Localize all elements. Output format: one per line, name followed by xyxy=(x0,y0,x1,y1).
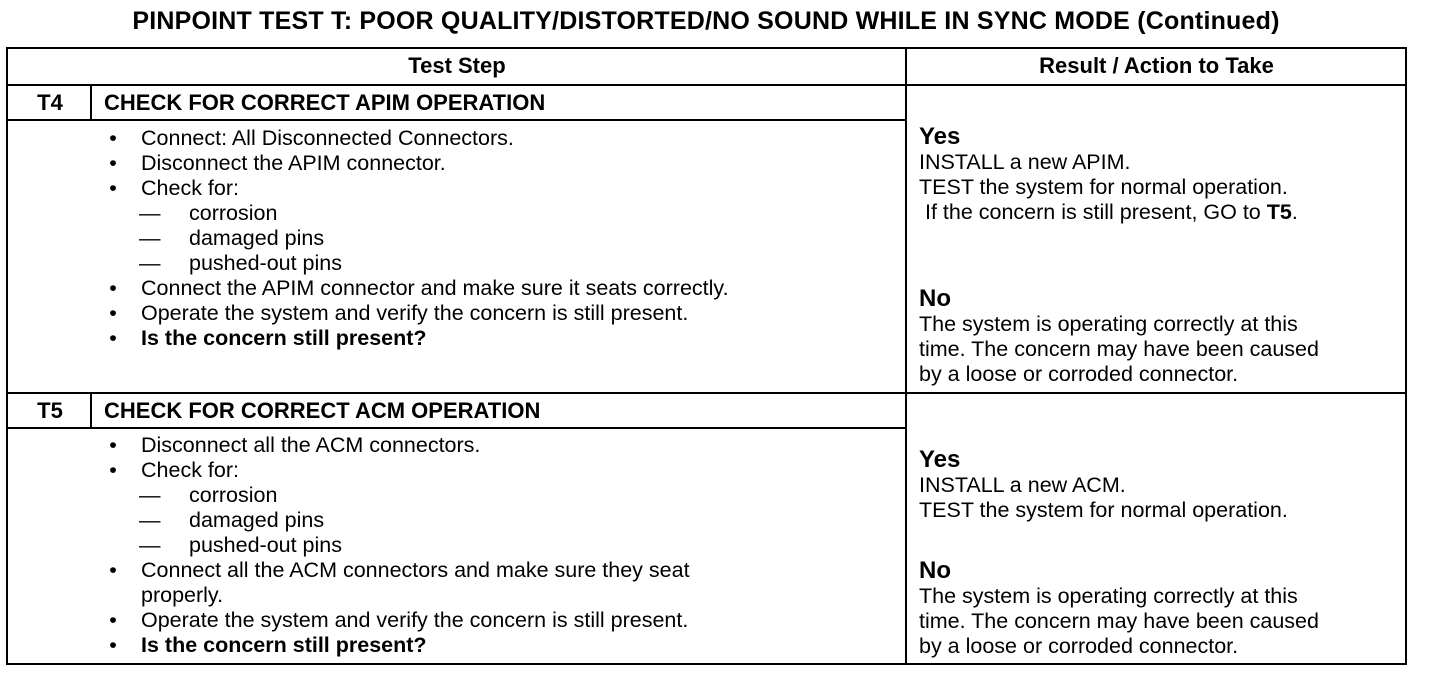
result-line: INSTALL a new ACM. xyxy=(919,473,1126,497)
result-line: by a loose or corroded connector. xyxy=(919,634,1239,658)
step-title-rule xyxy=(8,427,906,429)
result-yes xyxy=(919,446,1399,523)
list-item xyxy=(103,583,903,608)
column-header-test-step: Test Step xyxy=(408,53,506,78)
sub-list-item xyxy=(103,483,903,508)
list-item xyxy=(103,633,903,658)
yes-label: Yes xyxy=(919,446,961,473)
goto-text: If the concern is still present, GO to xyxy=(919,200,1267,224)
step-id: T5 xyxy=(37,398,63,423)
sub-item-text: corrosion xyxy=(189,201,278,225)
sub-list-item xyxy=(103,226,903,251)
step-instructions xyxy=(103,126,903,351)
list-item xyxy=(103,126,903,151)
list-item xyxy=(103,558,903,583)
step-instructions xyxy=(103,433,903,658)
question-text: Is the concern still present? xyxy=(141,326,427,350)
dash-marker: — xyxy=(139,226,161,250)
item-text: Check for: xyxy=(141,176,239,200)
list-item xyxy=(103,326,903,351)
bullet-marker: • xyxy=(109,151,117,175)
result-line: The system is operating correctly at this xyxy=(919,584,1298,608)
result-line: INSTALL a new APIM. xyxy=(919,150,1131,174)
item-text: Connect all the ACM connectors and make sure they seat xyxy=(141,558,690,582)
dash-marker: — xyxy=(139,533,161,557)
result-line: time. The concern may have been caused xyxy=(919,609,1319,633)
item-text: Disconnect the APIM connector. xyxy=(141,151,446,175)
sub-item-text: damaged pins xyxy=(189,226,325,250)
result-goto xyxy=(919,200,1399,225)
sub-list-item xyxy=(103,201,903,226)
sub-list-item xyxy=(103,251,903,276)
list-item xyxy=(103,276,903,301)
item-text: Operate the system and verify the concern is still present. xyxy=(141,301,689,325)
step-id-divider xyxy=(90,393,92,429)
sub-list-item xyxy=(103,533,903,558)
item-text: Operate the system and verify the concern is still present. xyxy=(141,608,689,632)
dash-marker: — xyxy=(139,201,161,225)
bullet-marker: • xyxy=(109,608,117,632)
result-line: time. The concern may have been caused xyxy=(919,337,1319,361)
sub-item-text: corrosion xyxy=(189,483,278,507)
sub-item-text: pushed-out pins xyxy=(189,251,342,275)
goto-suffix: . xyxy=(1291,200,1298,224)
column-divider xyxy=(905,49,907,663)
bullet-marker: • xyxy=(109,276,117,300)
sub-item-text: pushed-out pins xyxy=(189,533,342,557)
item-text: Check for: xyxy=(141,458,239,482)
item-text: Connect: All Disconnected Connectors. xyxy=(141,126,514,150)
result-line: TEST the system for normal operation. xyxy=(919,175,1288,199)
list-item xyxy=(103,458,903,483)
goto-target-link[interactable]: T5 xyxy=(1266,200,1292,224)
bullet-marker: • xyxy=(109,433,117,457)
step-title: CHECK FOR CORRECT APIM OPERATION xyxy=(104,90,546,115)
pinpoint-test-table xyxy=(6,47,1407,665)
dash-marker: — xyxy=(139,251,161,275)
page-title: PINPOINT TEST T: POOR QUALITY/DISTORTED/NO SOUND WHILE IN SYNC MODE (Continued) xyxy=(132,7,1280,35)
result-no xyxy=(919,557,1399,659)
result-line: TEST the system for normal operation. xyxy=(919,498,1288,522)
result-yes xyxy=(919,123,1399,225)
no-label: No xyxy=(919,285,951,312)
bullet-marker: • xyxy=(109,458,117,482)
list-item xyxy=(103,176,903,201)
result-line: The system is operating correctly at this xyxy=(919,312,1298,336)
dash-marker: — xyxy=(139,508,161,532)
dash-marker: — xyxy=(139,483,161,507)
item-text: Connect the APIM connector and make sure it seats correctly. xyxy=(141,276,729,300)
bullet-marker: • xyxy=(109,176,117,200)
step-id-divider xyxy=(90,85,92,121)
step-title-rule xyxy=(8,119,906,121)
step-title: CHECK FOR CORRECT ACM OPERATION xyxy=(104,398,541,423)
yes-label: Yes xyxy=(919,123,961,150)
bullet-marker: • xyxy=(109,633,117,657)
item-text-continued: properly. xyxy=(141,583,224,607)
bullet-marker: • xyxy=(109,558,117,582)
list-item xyxy=(103,433,903,458)
bullet-marker: • xyxy=(109,126,117,150)
item-text: Disconnect all the ACM connectors. xyxy=(141,433,481,457)
bullet-marker: • xyxy=(109,301,117,325)
column-header-result: Result / Action to Take xyxy=(1039,53,1274,78)
question-text: Is the concern still present? xyxy=(141,633,427,657)
sub-list-item xyxy=(103,508,903,533)
list-item xyxy=(103,151,903,176)
step-id: T4 xyxy=(37,90,63,115)
no-label: No xyxy=(919,557,951,584)
list-item xyxy=(103,301,903,326)
result-no xyxy=(919,285,1399,387)
bullet-marker: • xyxy=(109,326,117,350)
result-line: by a loose or corroded connector. xyxy=(919,362,1239,386)
sub-item-text: damaged pins xyxy=(189,508,325,532)
list-item xyxy=(103,608,903,633)
